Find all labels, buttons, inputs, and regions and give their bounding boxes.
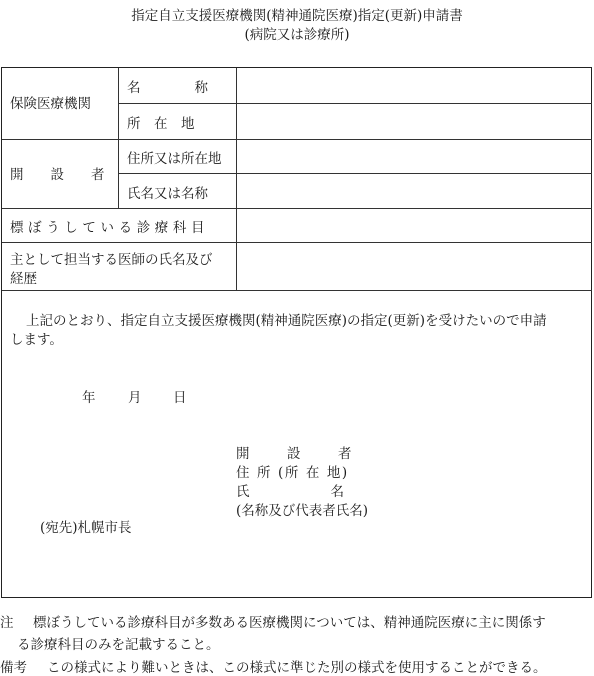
divider: [118, 103, 592, 104]
application-statement-line1: 上記のとおり、指定自立支援医療機関(精神通院医療)の指定(更新)を受けたいので申請: [26, 313, 547, 329]
divider: [118, 68, 119, 208]
application-form: [1, 67, 592, 598]
divider: [236, 68, 237, 290]
medical-institution-label: 保険医療機関: [10, 96, 91, 112]
departments-label: 標ぼうしている診療科目: [10, 220, 210, 236]
doctor-label-line2: 経歴: [10, 271, 37, 287]
founder-name-label: 氏名又は名称: [127, 186, 208, 202]
document-subtitle: (病院又は診療所): [244, 27, 350, 43]
addressee: (宛先)札幌市長: [40, 520, 132, 536]
date-month: 月: [128, 390, 142, 406]
signer-founder-label: 開 設 者: [236, 446, 355, 462]
note-line2: る診療科目のみを記載すること。: [17, 637, 220, 653]
divider: [118, 173, 592, 174]
divider: [2, 208, 592, 209]
doctor-label-line1: 主として担当する医師の氏名及び: [10, 252, 213, 268]
institution-address-label: 所 在 地: [127, 116, 195, 132]
divider: [2, 139, 592, 140]
remark-text: この様式により難いときは、この様式に準じた別の様式を使用することができる。: [47, 660, 547, 676]
document-title: 指定自立支援医療機関(精神通院医療)指定(更新)申請書: [131, 8, 463, 24]
founder-label: 開 設 者: [10, 167, 105, 183]
signer-name-note: (名称及び代表者氏名): [236, 503, 369, 519]
institution-name-label: 名 称: [127, 80, 208, 96]
remark-label: 備考: [0, 660, 27, 676]
note-line1: 標ぼうしている診療科目が多数ある医療機関については、精神通院医療に主に関係す: [33, 615, 546, 631]
date-day: 日: [173, 390, 187, 406]
signer-address-label: 住 所 (所 在 地): [236, 465, 349, 481]
divider: [2, 290, 592, 291]
date-year: 年: [82, 390, 96, 406]
signer-name-label: 氏 名: [236, 484, 344, 500]
application-statement-line2: します。: [10, 332, 63, 348]
note-label: 注: [0, 615, 14, 631]
divider: [2, 242, 592, 243]
founder-address-label: 住所又は所在地: [127, 151, 222, 167]
